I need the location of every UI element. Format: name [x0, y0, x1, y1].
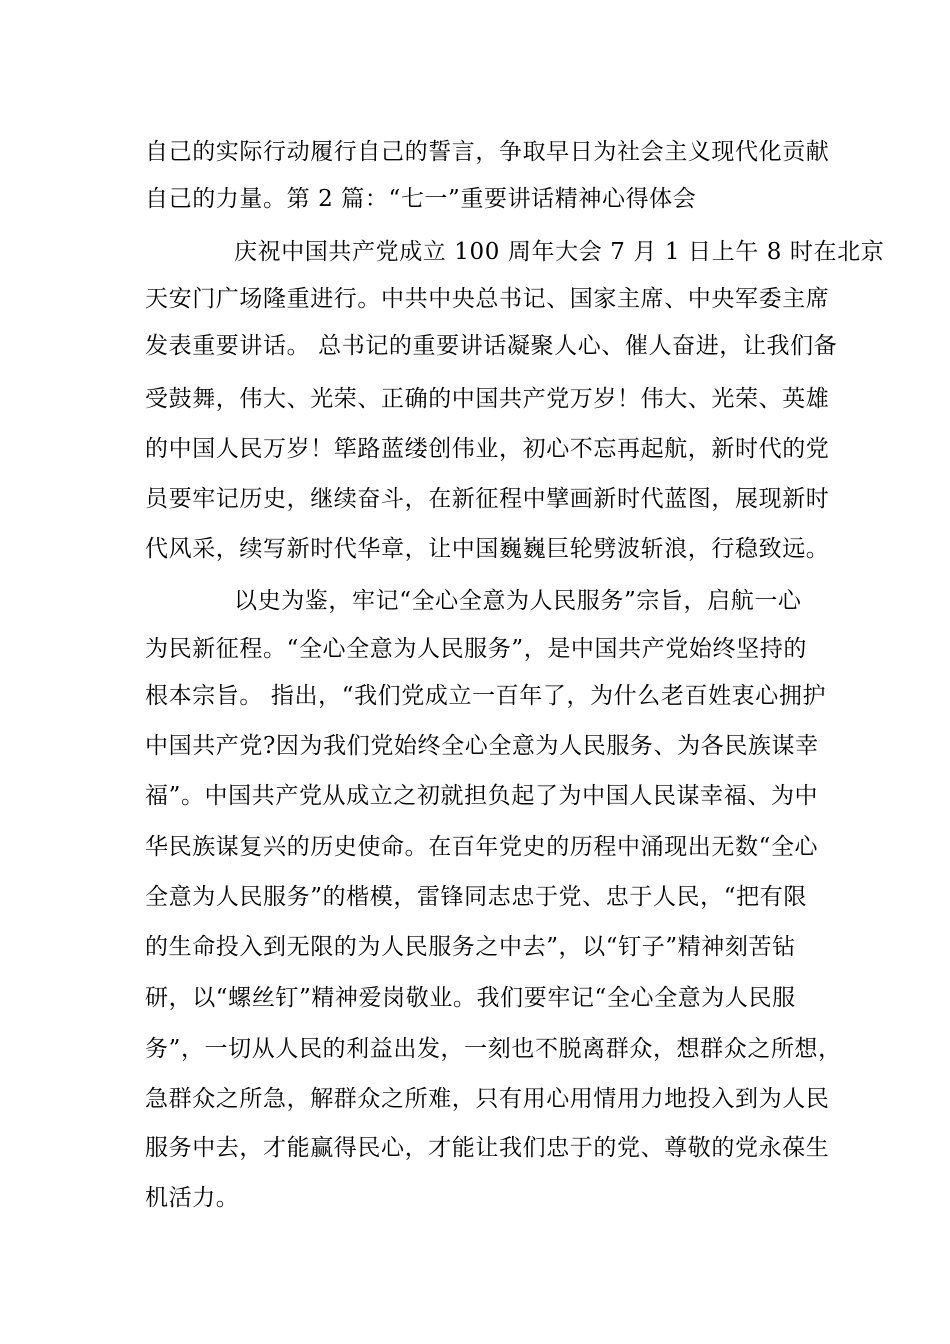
paragraph-2-line-8: 的生命投入到无限的为人民服务之中去”，以“钉子”精神刻苦钻 [145, 934, 796, 960]
paragraph-2-line-6: 华民族谋复兴的历史使命。在百年党史的历程中涌现出无数“全心 [145, 834, 819, 860]
paragraph-2-line-13: 机活力。 [145, 1185, 240, 1211]
text-line-1: 自己的实际行动履行自己的誓言，争取早日为社会主义现代化贡献 [145, 139, 830, 165]
paragraph-1-line-3: 发表重要讲话。 总书记的重要讲话凝聚人心、催人奋进，让我们备 [145, 333, 838, 359]
paragraph-2-line-9: 研，以“螺丝钉”精神爱岗敬业。我们要牢记“全心全意为人民服 [145, 985, 796, 1011]
paragraph-2-line-2: 为民新征程。“全心全意为人民服务”，是中国共产党始终坚持的 [145, 636, 807, 662]
paragraph-1-line-6: 员要牢记历史，继续奋斗，在新征程中擘画新时代蓝图，展现新时 [145, 486, 830, 512]
paragraph-2-line-3: 根本宗旨。 指出，“我们党成立一百年了，为什么老百姓衷心拥护 [145, 683, 827, 709]
paragraph-2-line-7: 全意为人民服务”的楷模，雷锋同志忠于党、忠于人民，“把有限 [145, 884, 807, 910]
paragraph-2-line-12: 服务中去，才能赢得民心，才能让我们忠于的党、尊敬的党永葆生 [145, 1135, 830, 1161]
paragraph-1-line-4: 受鼓舞，伟大、光荣、正确的中国共产党万岁！伟大、光荣、英雄 [145, 386, 830, 412]
paragraph-2-line-4: 中国共产党?因为我们党始终全心全意为人民服务、为各民族谋幸 [145, 733, 819, 759]
paragraph-1-line-7: 代风采，续写新时代华章，让中国巍巍巨轮劈波斩浪，行稳致远。 [145, 536, 830, 562]
paragraph-1-line-1: 庆祝中国共产党成立 100 周年大会 7 月 1 日上午 8 时在北京 [234, 239, 885, 265]
paragraph-1-line-2: 天安门广场隆重进行。中共中央总书记、国家主席、中央军委主席 [145, 286, 830, 312]
text-line-2: 自己的力量。第 2 篇：“七一”重要讲话精神心得体会 [145, 186, 697, 212]
paragraph-1-line-5: 的中国人民万岁！筚路蓝缕创伟业，初心不忘再起航，新时代的党 [145, 436, 830, 462]
paragraph-2-line-11: 急群众之所急，解群众之所难，只有用心用情用力地投入到为人民 [145, 1086, 830, 1112]
paragraph-2-line-5: 福”。中国共产党从成立之初就担负起了为中国人民谋幸福、为中 [145, 783, 819, 809]
paragraph-2-line-1: 以史为鉴，牢记“全心全意为人民服务”宗旨，启航一心 [234, 588, 802, 614]
paragraph-2-line-10: 务”，一切从人民的利益出发，一刻也不脱离群众，想群众之所想， [145, 1036, 842, 1062]
